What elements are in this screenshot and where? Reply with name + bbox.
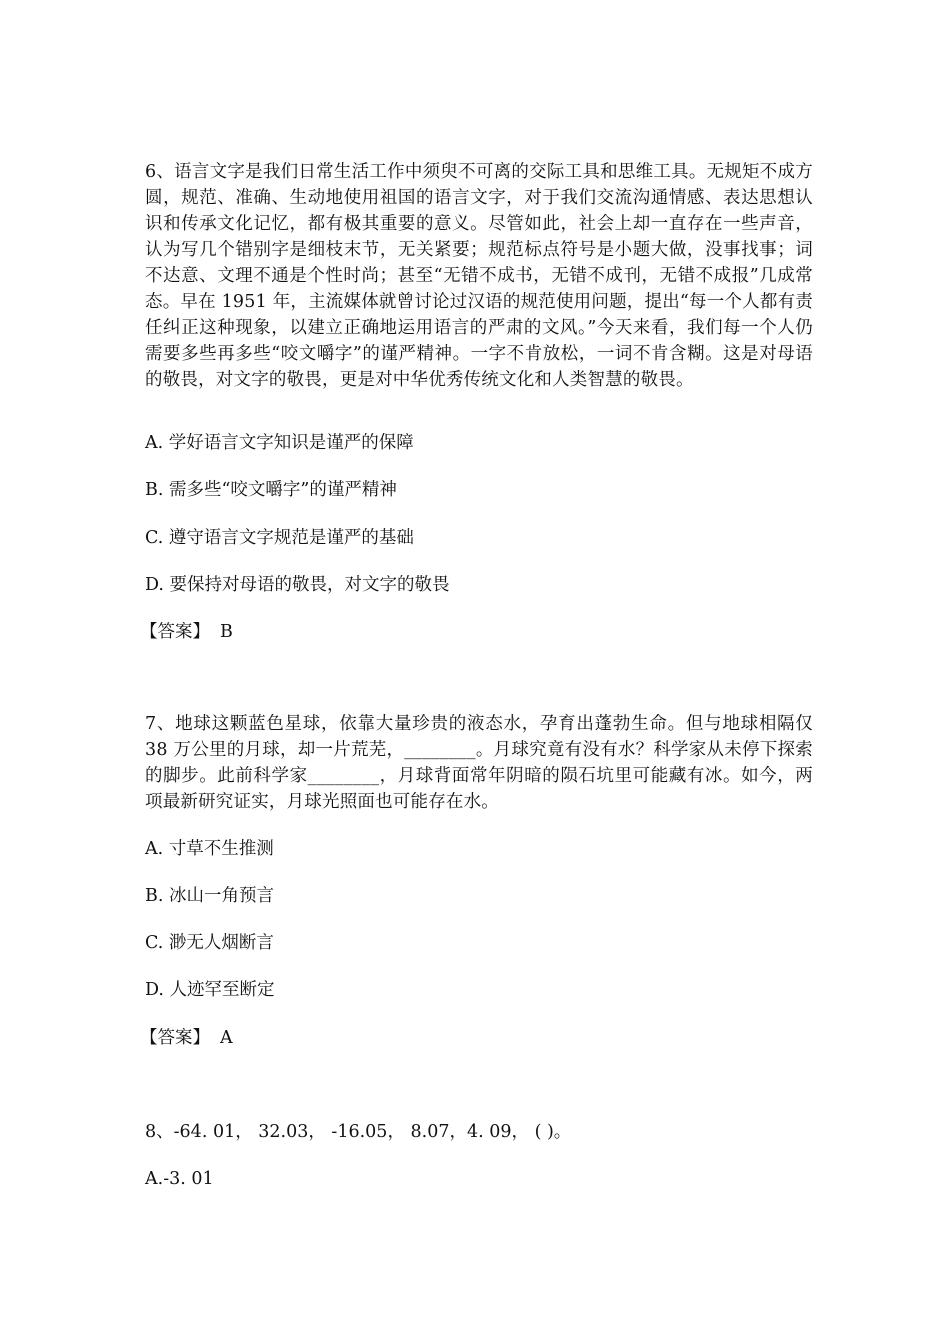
question-6-option-c: C. 遵守语言文字规范是谨严的基础 — [145, 528, 414, 548]
question-8-stem: 8、-64. 01， 32.03， -16.05， 8.07，4. 09， ( )。 — [145, 1122, 572, 1142]
question-7-option-c: C. 渺无人烟断言 — [145, 933, 274, 953]
answer-label: 【答案】 — [140, 1028, 210, 1048]
question-6-stem: 6、语言文字是我们日常生活工作中须臾不可离的交际工具和思维工具。无规矩不成方圆，规范、准确、生动地使用祖国的语言文字，对于我们交流沟通情感、表达思想认识和传承文化记忆，都有极其重要的意义。尽管如此，社会上却一直存在一些声音，认为写几个错别字是细枝末节，无关紧要；规范标点符号是小题大做，没事找事；词不达意、文理不通是个性时尚；甚至“无错不成书，无错不成刊，无错不成报”几成常态。早在 1951 年，主流媒体就曾讨论过汉语的规范使用问题，提出“每一个人都有责任纠正这种现象，以建立正确地运用语言的严肃的文风。”今天来看，我们每一个人仍需要多些再多些“咬文嚼字”的谨严精神。一字不肯放松，一词不肯含糊。这是对母语的敬畏，对文字的敬畏，更是对中华优秀传统文化和人类智慧的敬畏。 — [145, 162, 813, 390]
question-7-stem: 7、地球这颗蓝色星球，依靠大量珍贵的液态水，孕育出蓬勃生命。但与地球相隔仅 38 万公里的月球，却一片荒芜，________。月球究竟有没有水？科学家从未停下探索的脚步。此前科学家________，月球背面常年阴暗的陨石坑里可能藏有冰。如今，两项最新研究证实，月球光照面也可能存在水。 — [145, 714, 813, 812]
question-7-option-a: A. 寸草不生推测 — [145, 839, 274, 859]
answer-value: A — [220, 1028, 233, 1048]
question-8-option-a: A.-3. 01 — [145, 1169, 214, 1189]
question-7-option-d: D. 人迹罕至断定 — [145, 980, 275, 1000]
answer-value: B — [220, 622, 233, 642]
question-6-option-a: A. 学好语言文字知识是谨严的保障 — [145, 433, 414, 453]
answer-label: 【答案】 — [140, 622, 210, 642]
question-7-answer — [140, 1025, 233, 1051]
question-7-option-b: B. 冰山一角预言 — [145, 886, 274, 906]
question-6-option-d: D. 要保持对母语的敬畏，对文字的敬畏 — [145, 575, 450, 595]
question-6-option-b: B. 需多些“咬文嚼字”的谨严精神 — [145, 480, 397, 500]
question-6-answer — [140, 619, 233, 645]
